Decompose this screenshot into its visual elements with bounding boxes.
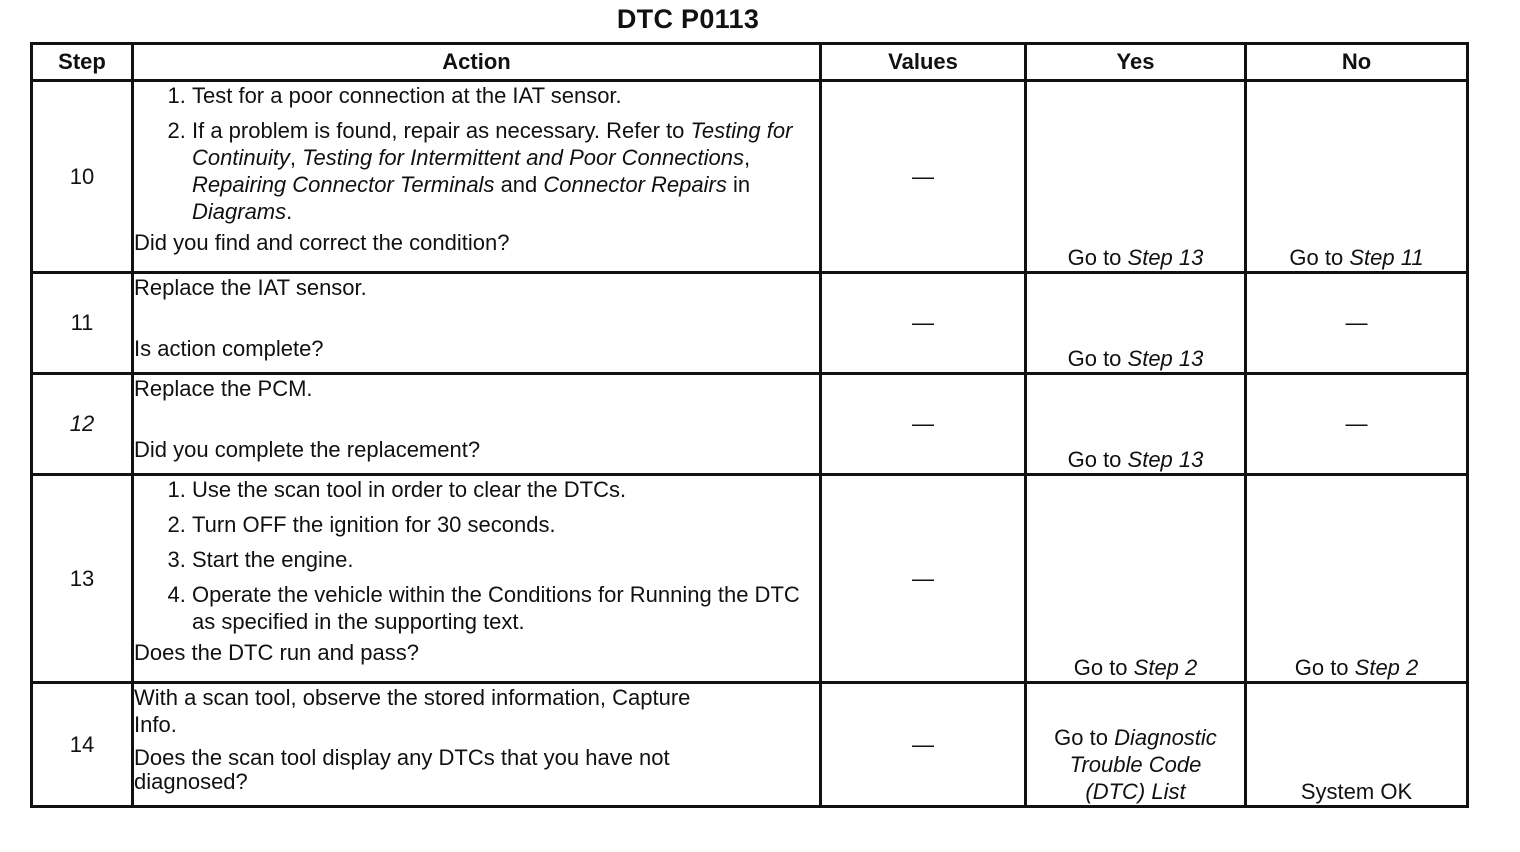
action-cell [133,273,821,374]
values-cell: — [821,273,1026,374]
step-number: 11 [32,273,133,374]
values-cell: — [821,683,1026,807]
header-action: Action [133,44,821,81]
question-text: Does the scan tool display any DTCs that you have not diagnosed? [134,745,670,794]
yes-goto-link[interactable]: Go to Step 13 [1067,245,1204,270]
action-cell [133,683,821,807]
values-cell: — [821,475,1026,683]
action-list [134,82,819,229]
action-text: Replace the PCM. [134,376,313,401]
yes-goto-link[interactable]: Go to Step 2 [1073,655,1198,680]
question-text: Is action complete? [134,336,324,361]
step-number: 14 [32,683,133,807]
no-goto-link[interactable]: Go to Step 11 [1289,245,1424,270]
list-item: 1. Use the scan tool in order to clear the DTCs. [192,476,819,511]
question-text: Did you complete the replacement? [134,437,481,462]
header-step: Step [32,44,133,81]
page-title: DTC P0113 [616,4,760,34]
header-row [32,44,1468,81]
question-text: Does the DTC run and pass? [134,640,419,665]
list-item: 2. If a problem is found, repair as necessary. Refer to Testing for Continuity, Testing for Intermittent and Poor Connections, Repairing Connector Terminals and Connector Repairs in Diagrams. [192,117,819,229]
table-row-step-13 [32,475,1468,683]
question-text: Did you find and correct the condition? [134,230,510,255]
action-cell [133,81,821,273]
step-number: 10 [32,81,133,273]
step-number: 12 [32,374,133,475]
reference-link[interactable]: Repairing Connector Terminals [192,172,495,197]
table-row-step-14 [32,683,1468,807]
yes-goto-link[interactable]: Go to Diagnostic Trouble Code (DTC) List [1054,725,1217,804]
list-item: 3. Start the engine. [192,546,819,581]
list-item: 2. Turn OFF the ignition for 30 seconds. [192,511,819,546]
values-cell: — [821,374,1026,475]
action-cell [133,374,821,475]
yes-cell [1026,81,1246,273]
no-cell: — [1246,374,1468,475]
table-row-step-12 [32,374,1468,475]
action-list [134,476,819,639]
no-result-text: System OK [1300,779,1413,804]
step-number: 13 [32,475,133,683]
header-no: No [1246,44,1468,81]
diagnostic-table [30,42,1469,808]
action-cell [133,475,821,683]
yes-goto-link[interactable]: Go to Step 13 [1067,447,1204,472]
yes-goto-link[interactable]: Go to Step 13 [1067,346,1204,371]
yes-cell [1026,374,1246,475]
reference-link[interactable]: Diagrams [192,199,287,224]
reference-link[interactable]: Connector Repairs [543,172,727,197]
list-item: 1. Test for a poor connection at the IAT sensor. [192,82,819,117]
header-values: Values [821,44,1026,81]
no-cell: — [1246,273,1468,374]
no-cell [1246,683,1468,807]
yes-cell [1026,683,1246,807]
table-row-step-10 [32,81,1468,273]
values-cell: — [821,81,1026,273]
yes-cell [1026,475,1246,683]
action-text: Replace the IAT sensor. [134,275,367,300]
header-yes: Yes [1026,44,1246,81]
no-goto-link[interactable]: Go to Step 2 [1294,655,1419,680]
no-cell [1246,475,1468,683]
list-item: 4. Operate the vehicle within the Conditions for Running the DTC as specified in the supporting text. [192,581,819,639]
reference-link[interactable]: Testing for Continuity [192,118,793,170]
action-text: With a scan tool, observe the stored information, Capture Info. [134,685,691,737]
no-cell [1246,81,1468,273]
reference-link[interactable]: Testing for Intermittent and Poor Connections [302,145,744,170]
yes-cell [1026,273,1246,374]
table-row-step-11 [32,273,1468,374]
